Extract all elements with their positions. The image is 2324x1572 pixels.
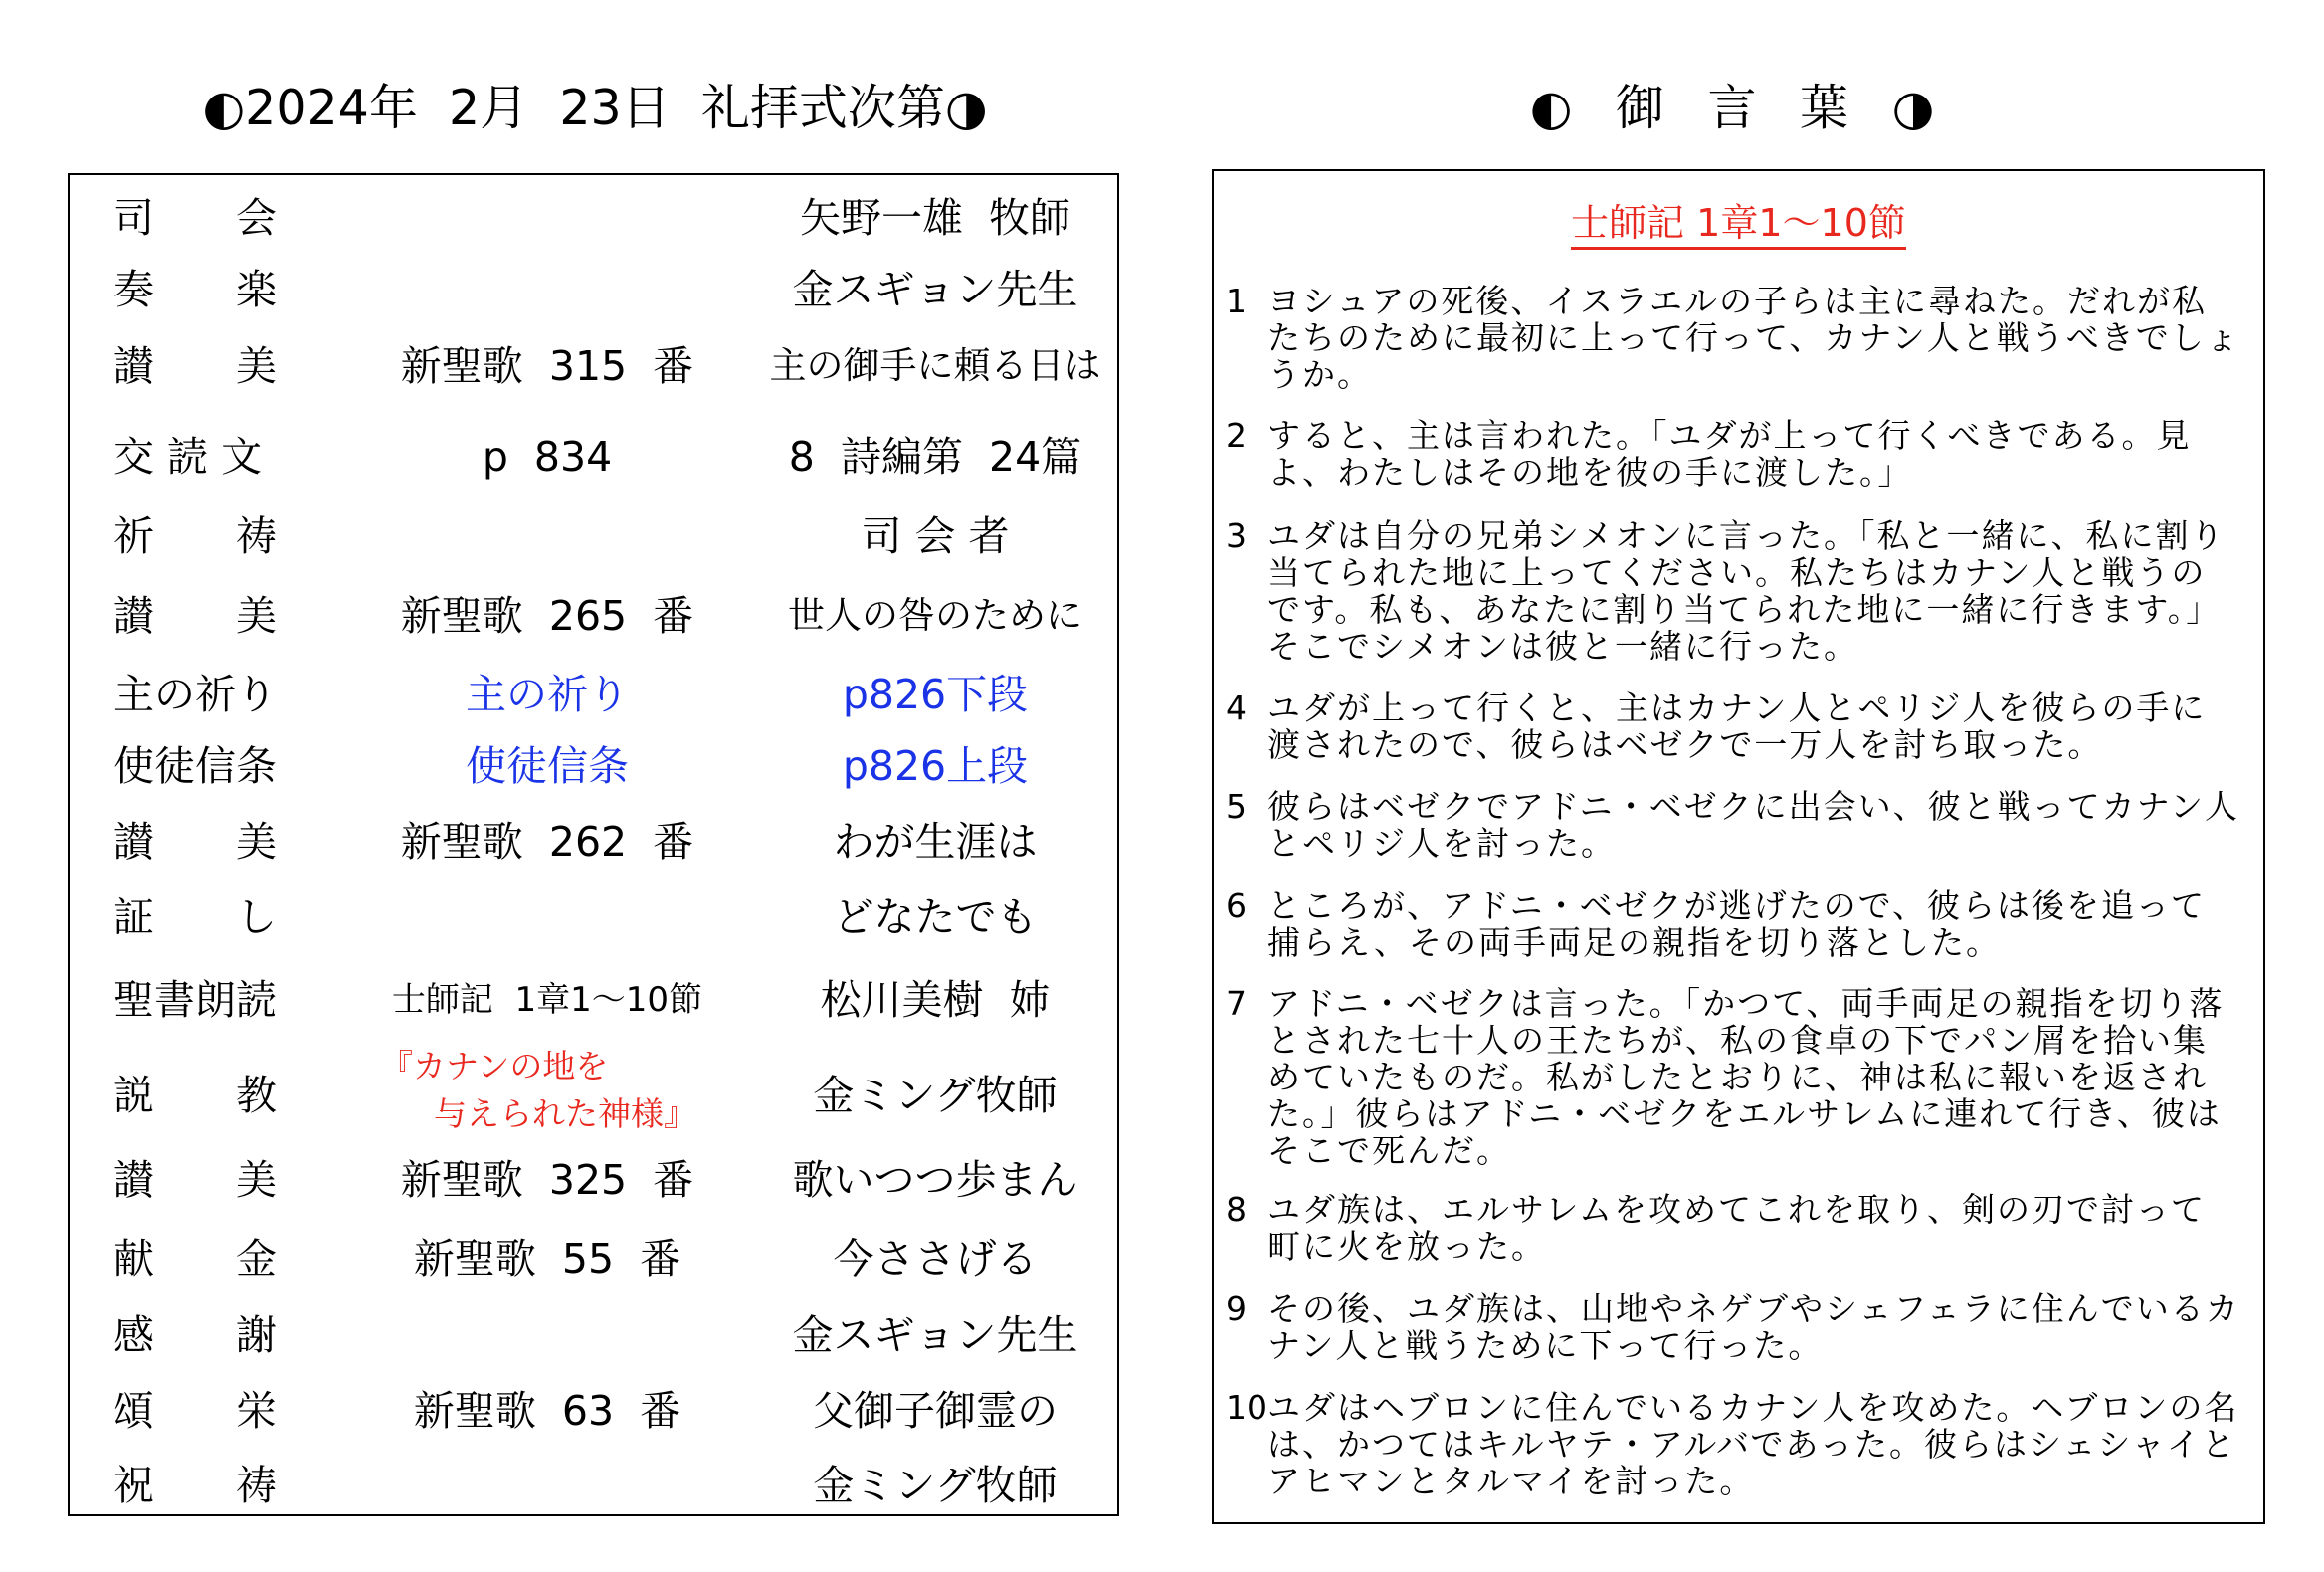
verse-text: ユダはヘブロンに住んでいるカナン人を攻めた。ヘブロンの名は、かつてはキルヤテ・アルバであった。彼らはシェシャイとアヒマンとタルマイを討った。 [1267, 1388, 2239, 1500]
verse [1226, 283, 2240, 393]
verse-text: その後、ユダ族は、山地やネゲブやシェフェラに住んでいるカナン人と戦うために下って行った。 [1267, 1289, 2240, 1365]
service-person: 松川美樹 姉 [820, 976, 1051, 1024]
verse-number: 8 [1226, 1190, 1247, 1229]
service-item: 主の祈り [113, 671, 277, 718]
service-detail: 新聖歌 262 番 [400, 818, 694, 866]
service-detail [368, 1300, 726, 1370]
service-detail [368, 1451, 726, 1520]
service-row [70, 331, 1117, 401]
hymn-title: わが生涯は [833, 818, 1038, 866]
hymn-title: 父御子御霊の [813, 1387, 1058, 1435]
hymn-title: 今ささげる [833, 1235, 1038, 1282]
service-detail [368, 255, 726, 324]
service-item: 讃 美 [113, 342, 277, 390]
verse-text: 彼らはベゼクでアドニ・ベゼクに出会い、彼と戦ってカナン人とペリジ人を討った。 [1267, 787, 2240, 863]
service-row [70, 422, 1117, 491]
verse-text: すると、主は言われた。「ユダが上って行くべきである。見よ、わたしはその地を彼の手に渡した。」 [1267, 416, 2192, 491]
service-item: 使徒信条 [113, 742, 277, 790]
service-item: 献 金 [113, 1235, 277, 1282]
service-item: 讃 美 [113, 592, 277, 640]
service-detail: 使徒信条 [466, 742, 629, 790]
verse-number: 10 [1226, 1388, 1267, 1427]
order-of-service-panel [68, 173, 1119, 1516]
verse-text: ユダが上って行くと、主はカナン人とペリジ人を彼らの手に渡されたので、彼らはベゼクで一万人を討ち取った。 [1267, 688, 2207, 764]
service-item: 奏 楽 [113, 266, 277, 313]
verse-text: ところが、アドニ・ベゼクが逃げたので、彼らは後を追って捕らえ、その両手両足の親指を切り落とした。 [1267, 886, 2207, 962]
service-person: どなたでも [833, 893, 1038, 941]
service-detail [368, 183, 726, 253]
verse [1226, 788, 2240, 862]
service-row [70, 807, 1117, 877]
verse-text: アドニ・ベゼクは言った。「かつて、両手両足の親指を切り落とされた七十人の王たちが、私の食卓の下でパン屑を拾い集めていたものだ。私がしたとおりに、神は私に報いを返された。」彼らはアドニ・ベゼクをエルサレムに連れて行き、彼はそこで死んだ。 [1267, 984, 2225, 1170]
service-row [70, 1047, 1117, 1133]
service-page: p826下段 [842, 671, 1029, 718]
service-item: 聖書朗読 [113, 976, 277, 1024]
service-detail: 新聖歌 325 番 [400, 1156, 694, 1204]
service-row [70, 1376, 1117, 1446]
verse-number: 6 [1226, 886, 1247, 925]
verse-number: 2 [1226, 416, 1247, 455]
service-item: 讃 美 [113, 1156, 277, 1204]
service-row [70, 255, 1117, 324]
sermon-title-line: 与えられた神様』 [434, 1094, 696, 1133]
verse-number: 3 [1226, 516, 1247, 555]
service-row [70, 1300, 1117, 1370]
service-detail [368, 501, 726, 571]
hymn-title: 主の御手に頼る日は [769, 344, 1101, 387]
service-item: 司 会 [113, 194, 277, 242]
service-person: 金ミング牧師 [813, 1072, 1058, 1119]
scripture-title: ◐ 御 言 葉 ◑ [1529, 80, 1949, 136]
service-row [70, 183, 1117, 253]
service-row [70, 1145, 1117, 1215]
service-row [70, 501, 1117, 571]
service-row [70, 731, 1117, 801]
service-row [70, 1451, 1117, 1520]
service-item: 証 し [113, 893, 277, 941]
service-person: 8 詩編第 24篇 [788, 433, 1082, 481]
service-row [70, 883, 1117, 952]
sermon-title-line: 『カナンの地を [380, 1047, 609, 1085]
service-row [70, 1224, 1117, 1293]
service-detail: 新聖歌 55 番 [413, 1235, 681, 1282]
verse-number: 7 [1226, 984, 1247, 1023]
service-item: 頌 栄 [113, 1387, 277, 1435]
service-page: p826上段 [842, 742, 1029, 790]
service-item: 祈 祷 [113, 512, 277, 560]
service-person: 金ミング牧師 [813, 1462, 1058, 1509]
service-detail: 新聖歌 265 番 [400, 592, 694, 640]
scripture-reference: 士師記 1章1～10節 [1214, 193, 2263, 253]
verse [1226, 1191, 2240, 1265]
service-detail [368, 883, 726, 952]
hymn-title: 世人の咎のために [788, 594, 1082, 637]
service-detail: 新聖歌 63 番 [413, 1387, 681, 1435]
verse [1226, 887, 2240, 961]
verse-number: 9 [1226, 1289, 1247, 1328]
service-detail: 士師記 1章1～10節 [391, 980, 703, 1020]
verse [1226, 985, 2240, 1169]
service-item: 交 読 文 [113, 433, 263, 481]
service-detail: 主の祈り [466, 671, 629, 718]
verse-text: ユダ族は、エルサレムを攻めてこれを取り、剣の刃で討って町に火を放った。 [1267, 1190, 2207, 1266]
service-item: 説 教 [113, 1072, 277, 1119]
service-row [70, 660, 1117, 729]
verse [1226, 1389, 2240, 1499]
verse-number: 5 [1226, 787, 1247, 826]
service-person: 金スギョン先生 [792, 266, 1078, 313]
service-detail: p 834 [482, 433, 613, 481]
service-person: 金スギョン先生 [792, 1311, 1078, 1359]
verse [1226, 417, 2240, 491]
verse [1226, 517, 2240, 665]
service-person: 司 会 者 [861, 512, 1010, 560]
scripture-panel [1212, 169, 2265, 1524]
service-row [70, 965, 1117, 1035]
service-row [70, 581, 1117, 651]
verse [1226, 689, 2240, 763]
verse-text: ヨシュアの死後、イスラエルの子らは主に尋ねた。だれが私たちのために最初に上って行って、カナン人と戦うべきでしょうか。 [1267, 282, 2240, 394]
service-item: 讃 美 [113, 818, 277, 866]
verse-number: 1 [1226, 282, 1247, 320]
service-person: 矢野一雄 牧師 [799, 194, 1071, 242]
order-of-service-title: ◐2024年 2月 23日 礼拝式次第◑ [202, 80, 988, 136]
verse [1226, 1290, 2240, 1364]
service-item: 感 謝 [113, 1311, 277, 1359]
verse-text: ユダは自分の兄弟シメオンに言った。「私と一緒に、私に割り当てられた地に上ってください。私たちはカナン人と戦うのです。私も、あなたに割り当てられた地に一緒に行きます。」そこでシメオンは彼と一緒に行った。 [1267, 516, 2226, 666]
hymn-title: 歌いつつ歩まん [792, 1156, 1078, 1204]
verse-number: 4 [1226, 688, 1247, 727]
service-item: 祝 祷 [113, 1462, 277, 1509]
service-detail: 新聖歌 315 番 [400, 342, 694, 390]
sermon-title [368, 1043, 726, 1138]
